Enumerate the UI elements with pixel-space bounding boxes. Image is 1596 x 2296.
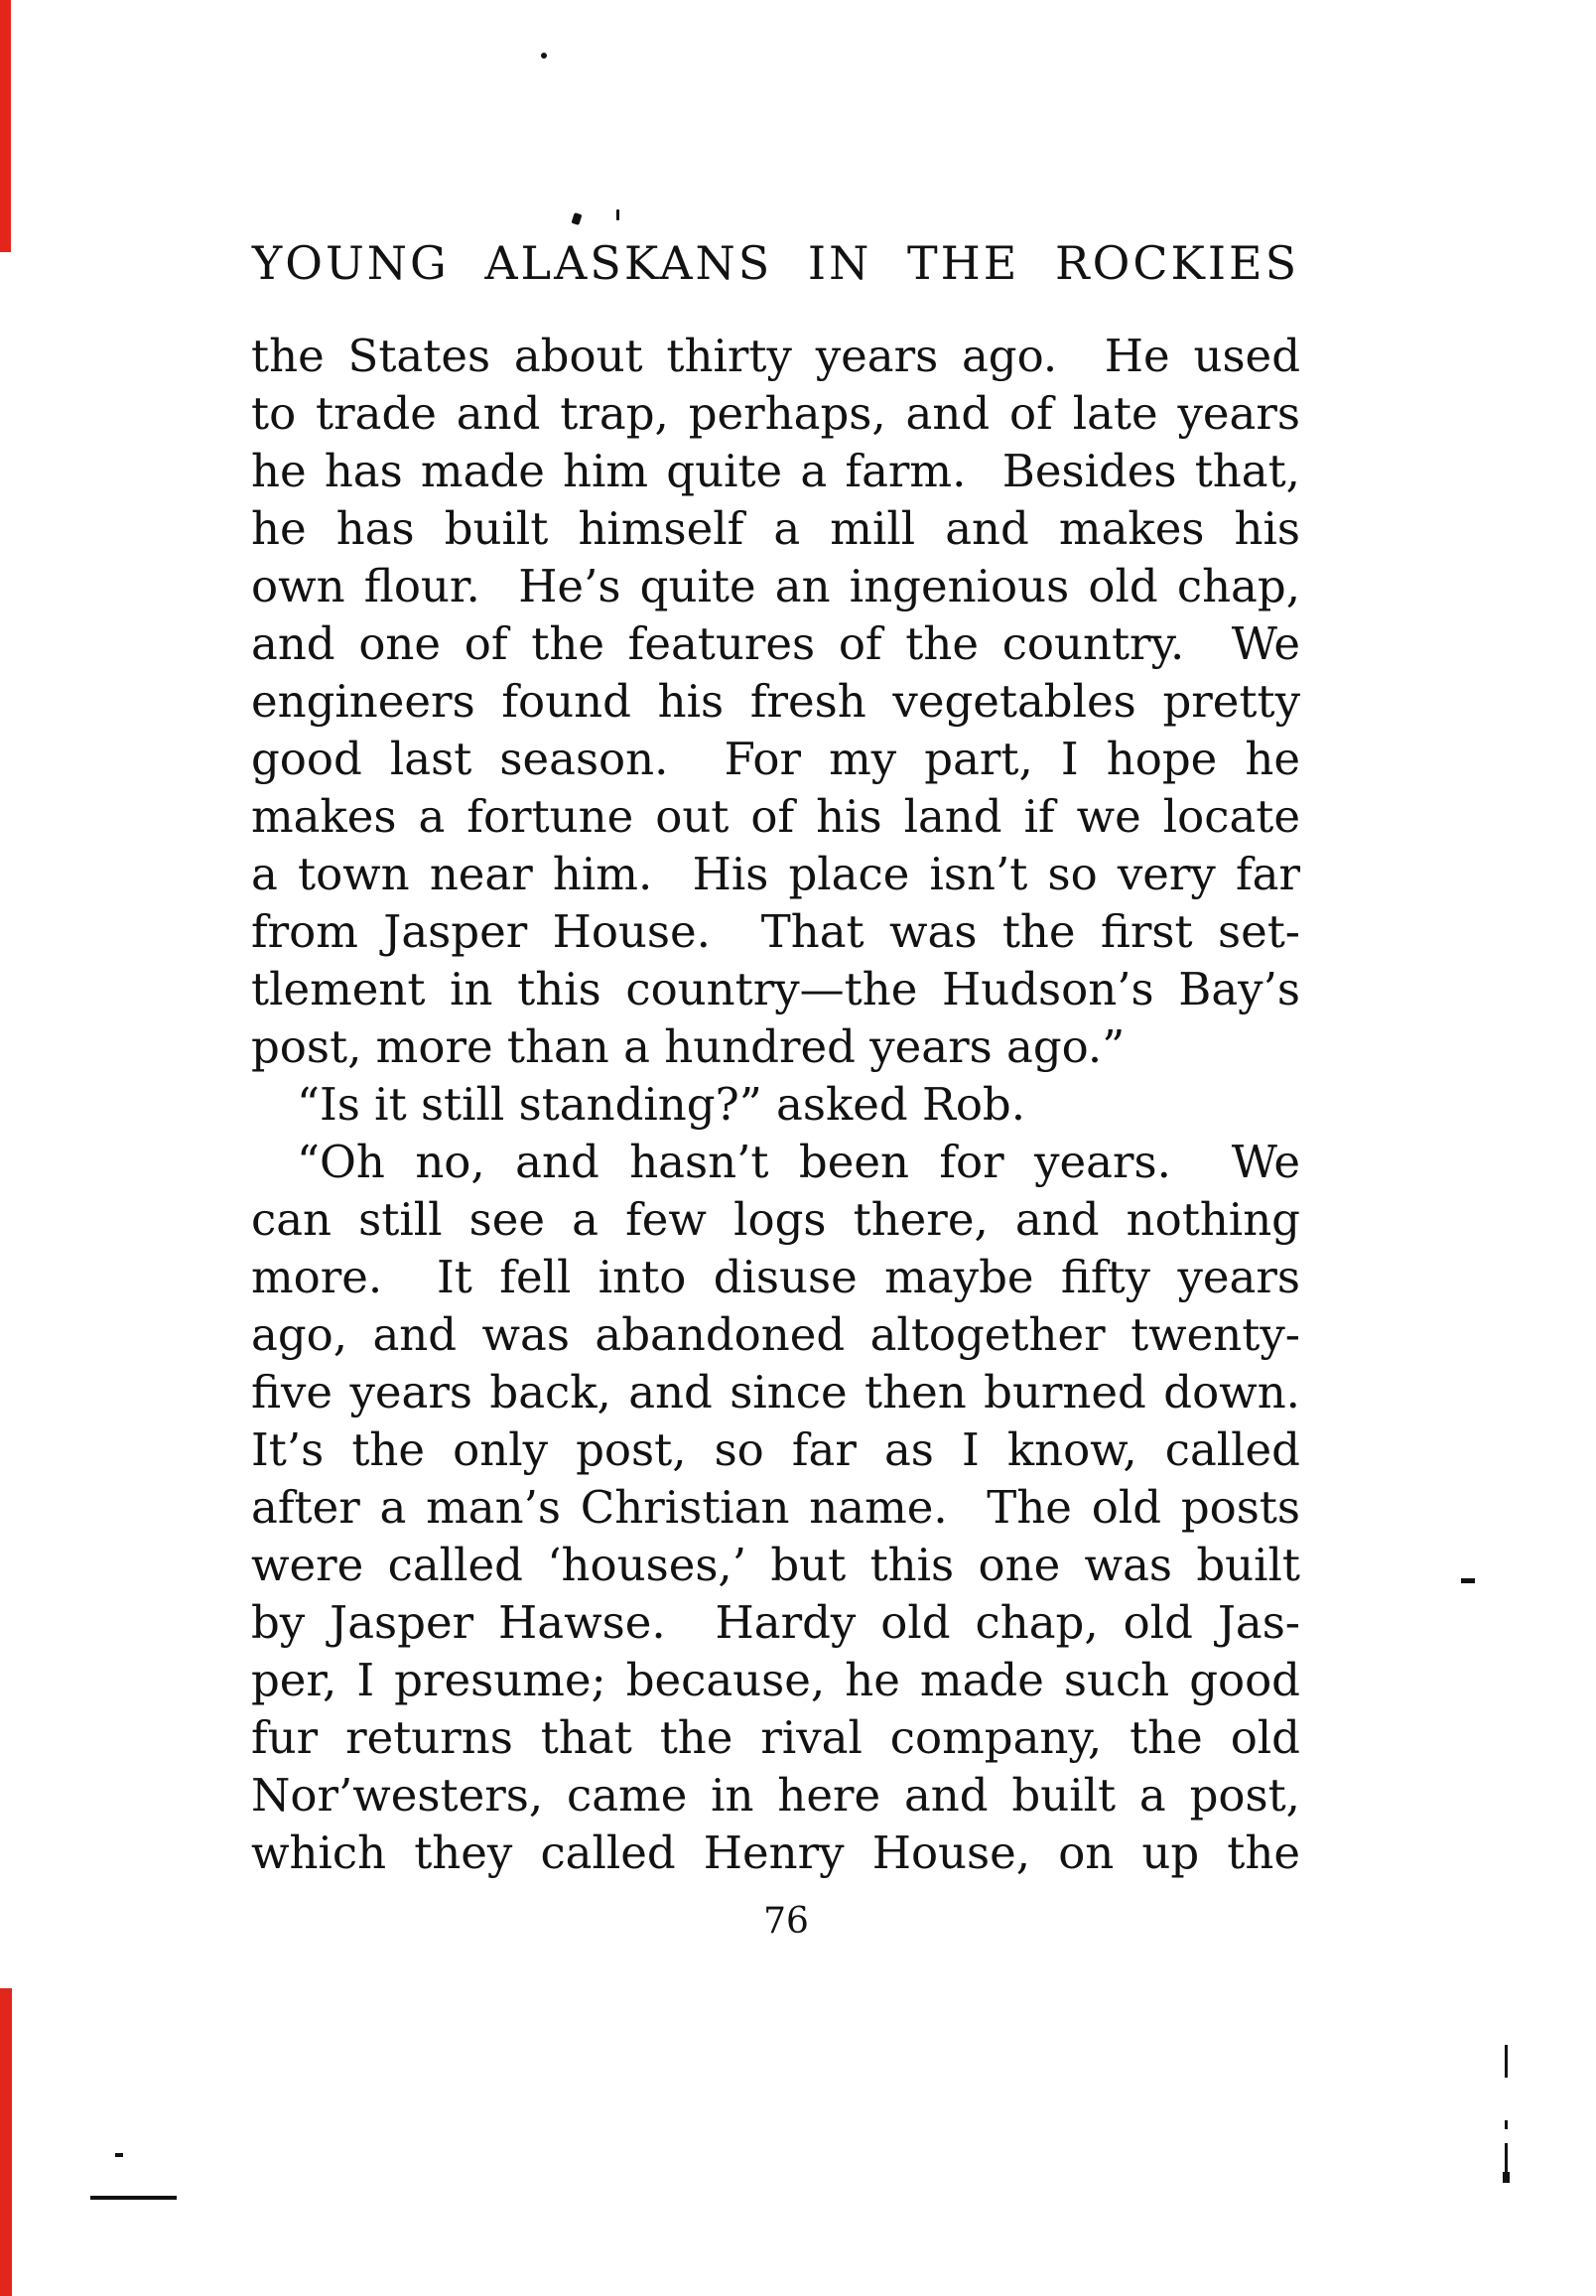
body-text-block: [251, 328, 1300, 1882]
text-line: from Jasper House. That was the first set-: [251, 905, 1300, 958]
scan-speck-above-title-2: [616, 209, 619, 220]
scan-dash-right-margin: [1461, 1578, 1475, 1583]
text-line: Nor’westers, came in here and built a post,: [251, 1769, 1300, 1822]
text-line: by Jasper Hawse. Hardy old chap, old Jas-: [251, 1596, 1300, 1649]
text-line: post, more than a hundred years ago.”: [251, 1020, 1126, 1073]
text-line: own flour. He’s quite an ingenious old chap,: [251, 560, 1300, 612]
text-line: good last season. For my part, I hope he: [251, 733, 1300, 785]
scan-line-right-edge-2: [1505, 2143, 1508, 2183]
text-line: engineers found his fresh vegetables pretty: [251, 675, 1300, 728]
text-line: per, I presume; because, he made such good: [251, 1654, 1300, 1706]
text-line: to trade and trap, perhaps, and of late years: [251, 387, 1300, 440]
text-line: ago, and was abandoned altogether twenty-: [251, 1308, 1300, 1361]
scan-line-right-edge-1: [1505, 2045, 1508, 2078]
text-line: “Oh no, and hasn’t been for years. We: [297, 1136, 1300, 1188]
text-line: he has built himself a mill and makes his: [251, 502, 1300, 555]
text-line: which they called Henry House, on up the: [251, 1826, 1300, 1879]
text-line: were called ‘houses,’ but this one was built: [251, 1539, 1300, 1591]
text-line: It’s the only post, so far as I know, called: [251, 1423, 1300, 1476]
page-number: 76: [763, 1901, 809, 1942]
text-line: can still see a few logs there, and nothing: [251, 1193, 1300, 1246]
text-line: the States about thirty years ago. He used: [251, 330, 1300, 382]
text-line: “Is it still standing?” asked Rob.: [297, 1078, 1026, 1131]
text-line: and one of the features of the country. We: [251, 617, 1300, 670]
text-line: a town near him. His place isn’t so very far: [251, 848, 1300, 900]
scan-tick-right-edge: [1505, 2120, 1508, 2129]
scan-speck-top: [541, 53, 547, 59]
scan-red-edge-top: [0, 0, 11, 252]
running-head: YOUNG ALASKANS IN THE ROCKIES: [251, 236, 1300, 290]
scan-speck-above-title-1: [571, 212, 582, 225]
text-line: makes a fortune out of his land if we locate: [251, 790, 1300, 843]
text-line: fur returns that the rival company, the old: [251, 1711, 1300, 1764]
text-line: more. It fell into disuse maybe fifty years: [251, 1251, 1300, 1303]
scan-rule-bottom-left: [90, 2196, 177, 2200]
text-line: five years back, and since then burned down.: [251, 1366, 1300, 1418]
scan-dash-bottom-left: [115, 2153, 123, 2157]
text-line: after a man’s Christian name. The old posts: [251, 1481, 1300, 1534]
scan-red-edge-bottom: [0, 1988, 12, 2296]
text-line: tlement in this country—the Hudson’s Bay’s: [251, 963, 1300, 1015]
text-line: he has made him quite a farm. Besides that,: [251, 445, 1300, 497]
